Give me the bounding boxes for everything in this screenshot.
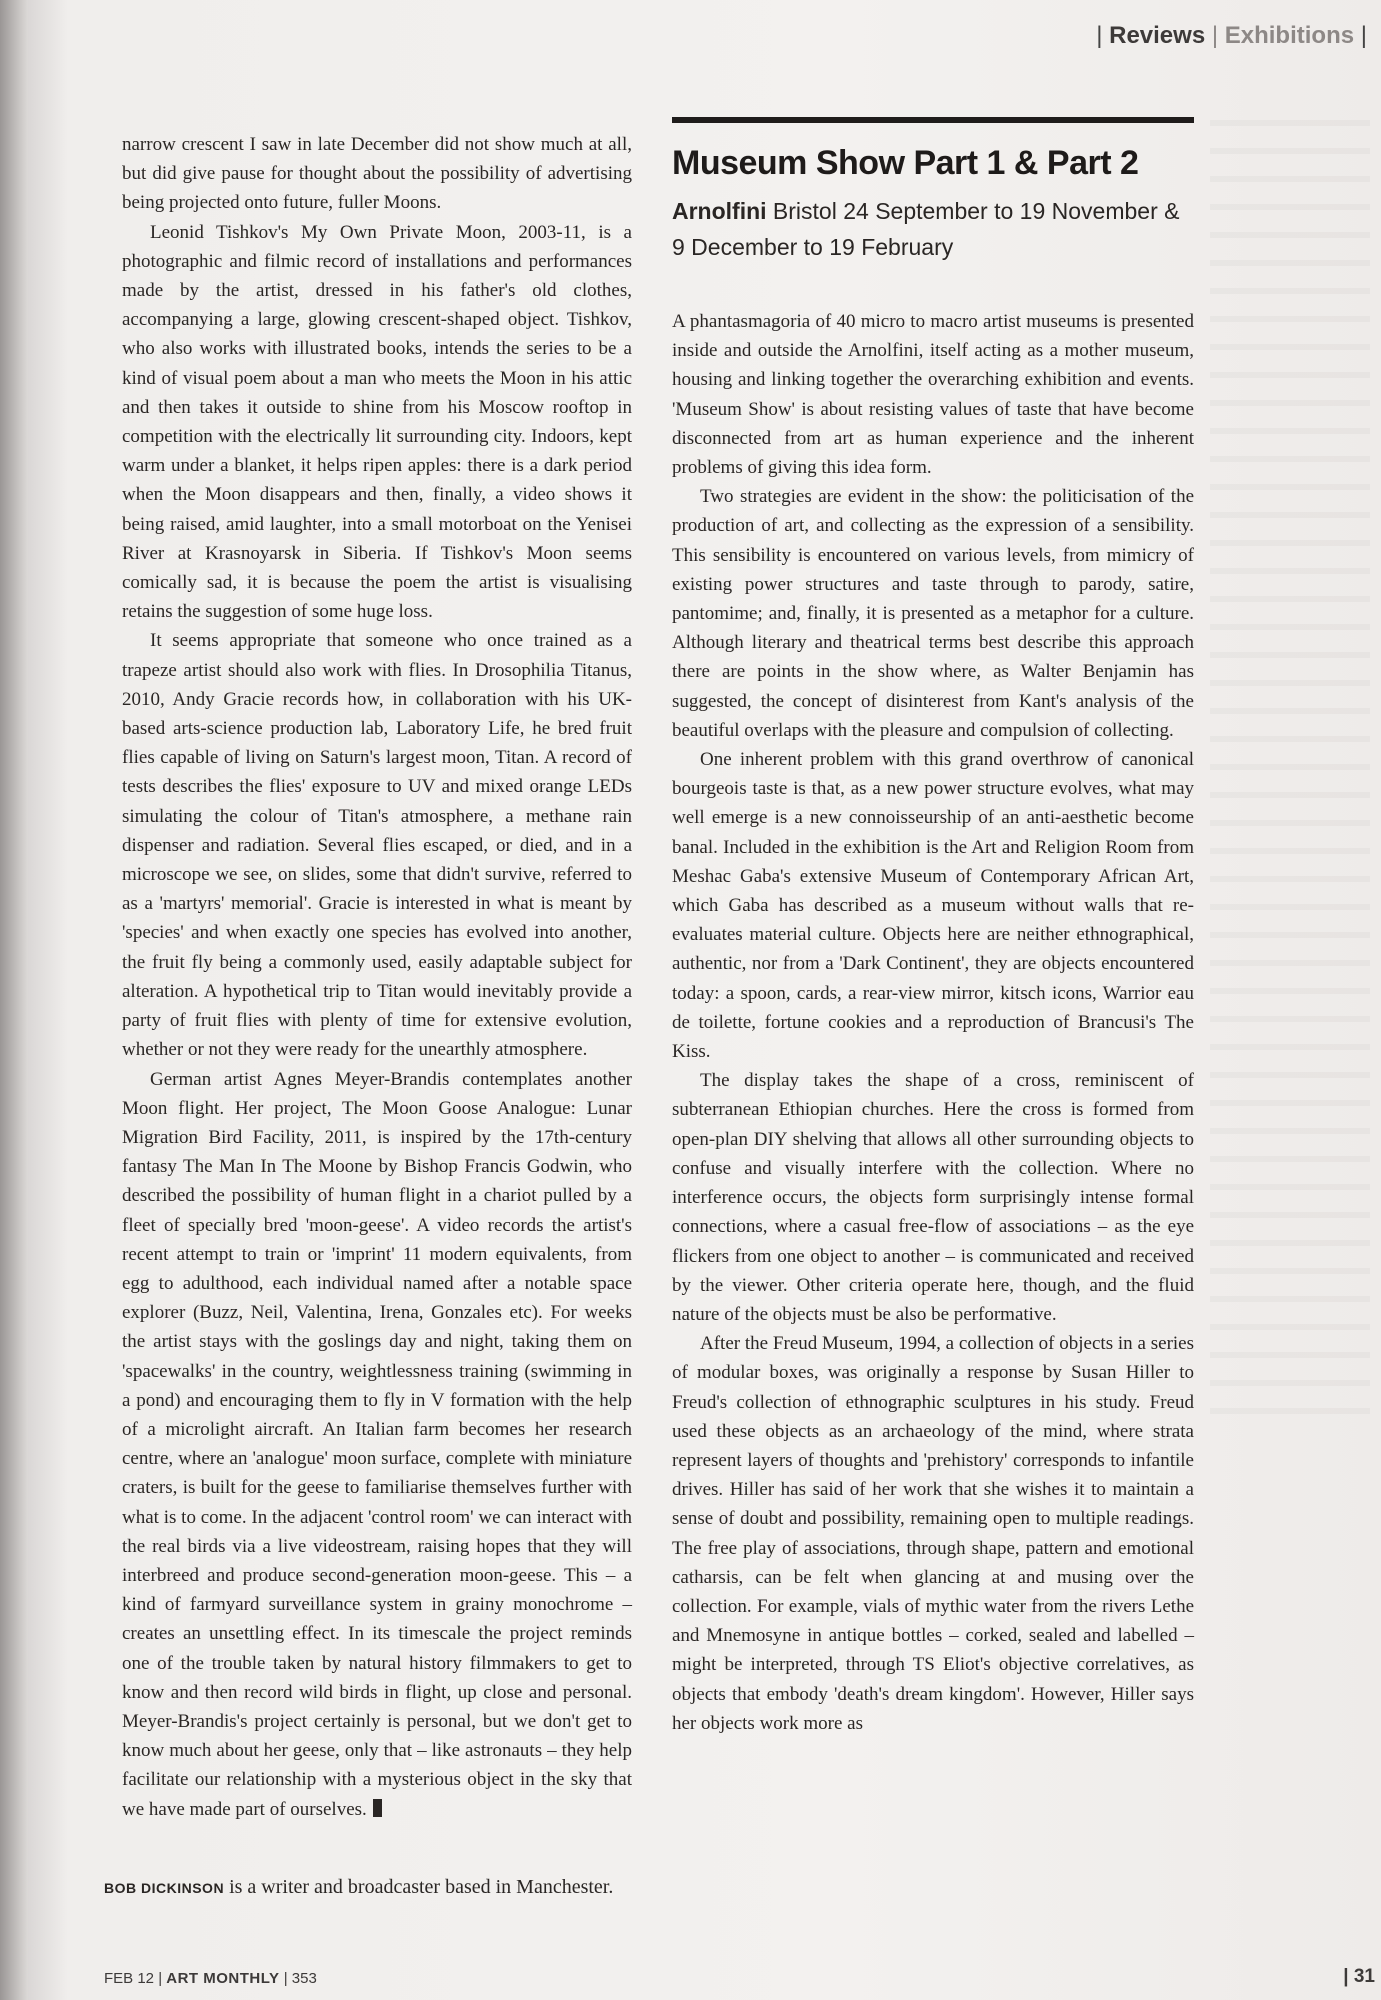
right-paragraph-5: After the Freud Museum, 1994, a collection of objects in a series of modular boxes, was originally a response by Susan Hiller to Freud's collection of ethnographic sculptures in his study. Freud used these objects as an archaeology of the mind, where strata represent layers of thoughts and 'prehistory' corresponds to infantile drives. Hiller has said of her work that she wishes it to maintain a sense of doubt and possibility, remaining open to multiple readings. The free play of associations, through shape, pattern and emotional catharsis, can be felt when glancing at and musing over the collection. For example, vials of mythic water from the rivers Lethe and Mnemosyne in antique bottles – corked, sealed and labelled – might be interpreted, through TS Eliot's objective correlatives, as objects that embody 'death's dream kingdom'. However, Hiller says her objects work more as: [672, 1333, 1194, 1734]
review-venue: Arnolfini: [672, 198, 767, 224]
review-title: Museum Show Part 1 & Part 2: [672, 144, 1139, 182]
review-venue-dates: [672, 193, 1194, 265]
left-paragraph-4: [122, 1065, 632, 1824]
show-through-text: [1210, 120, 1370, 1420]
left-paragraph-2: Leonid Tishkov's My Own Private Moon, 2003-11, is a photographic and filmic record of installations and performances made by the artist, dressed in his father's old clothes, accompanying a large, glowing crescent-shaped object. Tishkov, who also works with illustrated books, intends the series to be a kind of visual poem about a man who meets the Moon in his attic and then takes it outside to shine from his Moscow rooftop in competition with the electrically lit surrounding city. Indoors, kept warm under a blanket, it helps ripen apples: there is a dark period when the Moon disappears and then, finally, a video shows it being raised, amid laughter, into a small motorboat on the Yenisei River at Krasnoyarsk in Siberia. If Tishkov's Moon seems comically sad, it is because the poem the artist is visualising retains the suggestion of some huge loss.: [122, 221, 632, 623]
header-subsection: Exhibitions: [1224, 22, 1355, 49]
footer-number: 353: [291, 1970, 317, 1987]
footer-issue: FEB 12: [104, 1970, 155, 1987]
page-footer: FEB 12 | ART MONTHLY | 353: [104, 1970, 317, 1987]
right-paragraph-4: The display takes the shape of a cross, reminiscent of subterranean Ethiopian churches. Here the cross is formed from open-plan DIY shelving that allows all other surrounding objects to confuse and visually interfere with the collection. Where no interference occurs, the objects form surprisingly intense formal connections, where a casual free-flow of associations – as the eye flickers from one object to another – is communicated and received by the viewer. Other criteria operate here, though, and the fluid nature of the objects must be also be performative.: [672, 1070, 1194, 1325]
right-paragraph-1: A phantasmagoria of 40 micro to macro artist museums is presented inside and outside the Arnolfini, itself acting as a mother museum, housing and linking together the overarching exhibition and events. 'Museum Show' is about resisting values of taste that have become disconnected from art as human experience and the inherent problems of giving this idea form.: [672, 311, 1194, 479]
magazine-spine-shadow: [0, 0, 28, 2000]
title-rule: [672, 117, 1194, 123]
left-paragraph-3: It seems appropriate that someone who once trained as a trapeze artist should also work with flies. In Drosophilia Titanus, 2010, Andy Gracie records how, in collaboration with his UK-based arts-science production lab, Laboratory Life, he bred fruit flies capable of living on Saturn's largest moon, Titan. A record of tests describes the flies' exposure to UV and mixed orange LEDs simulating the colour of Titan's atmosphere, a methane rain dispenser and radiation. Several flies escaped, or died, and in a microscope we see, on slides, some that didn't survive, referred to as a 'martyrs' memorial'. Gracie is interested in what is meant by 'species' and when exactly one species has evolved into another, the fruit fly being a commonly used, easily adaptable subject for alteration. A hypothetical trip to Titan would inevitably provide a party of fruit flies with plenty of time for extensive evolution, whether or not they were ready for the unearthly atmosphere.: [122, 630, 632, 1061]
header-section: Reviews: [1109, 22, 1206, 49]
review-dates: Bristol 24 September to 19 November & 9 December to 19 February: [672, 198, 1180, 260]
end-of-article-mark: [373, 1799, 382, 1817]
left-paragraph-4-text: German artist Agnes Meyer-Brandis contemplates another Moon flight. Her project, The Moon Goose Analogue: Lunar Migration Bird Facility, 2011, is inspired by the 17th-century fantasy The Man In The Moone by Bishop Francis Godwin, who described the possibility of human flight in a chariot pulled by a fleet of specially bred 'moon-geese'. A video records the artist's recent attempt to train or 'imprint' 11 modern equivalents, from egg to adulthood, each individual named after a notable space explorer (Buzz, Neil, Valentina, Irena, Gonzales etc). For weeks the artist stays with the goslings day and night, taking them on 'spacewalks' in the country, weightlessness training (swimming in a pond) and encouraging them to fly in V formation with the help of a microlight aircraft. An Italian farm becomes her research centre, where an 'analogue' moon surface, complete with miniature craters, is built for the geese to familiarise themselves further with what is to come. In the adjacent 'control room' we can interact with the real birds via a live videostream, raising hopes that they will interbreed and produce second-generation moon-geese. This – a kind of farmyard surveillance system in grainy monochrome – creates an unsettling effect. In its timescale the project reminds one of the trouble taken by natural history filmmakers to get to know and then record wild birds in flight, up close and personal. Meyer-Brandis's project certainly is personal, but we don't get to know much about her geese, only that – like astronauts – they help facilitate our relationship with a mysterious object in the sky that we have made part of ourselves.: [122, 1068, 632, 1820]
right-paragraph-3: One inherent problem with this grand overthrow of canonical bourgeois taste is that, as a new power structure evolves, what may well emerge is a new connoisseurship of an anti-aesthetic become banal. Included in the exhibition is the Art and Religion Room from Meshac Gaba's extensive Museum of Contemporary African Art, which Gaba has described as a museum without walls that re-evaluates material culture. Objects here are neither ethnographical, authentic, nor from a 'Dark Continent', they are objects encountered today: a spoon, cards, a rear-view mirror, kitsch icons, Warrior eau de toilette, fortune cookies and a reproduction of Brancusi's The Kiss.: [672, 749, 1194, 1063]
footer-magazine: ART MONTHLY: [166, 1970, 280, 1987]
left-paragraph-1: narrow crescent I saw in late December did not show much at all, but did give pause for thought about the possibility of advertising being projected onto future, fuller Moons.: [122, 134, 632, 214]
author-bio-text: is a writer and broadcaster based in Manchester.: [224, 1876, 614, 1898]
right-paragraph-2: Two strategies are evident in the show: the politicisation of the production of art, and collecting as the expression of a sensibility. This sensibility is encountered on various levels, from mimicry of existing power structures and taste through to parody, satire, pantomime; and, finally, it is presented as a metaphor for a culture. Although literary and theatrical terms best describe this approach there are points in the show where, as Walter Benjamin has suggested, the concept of disinterest from Kant's analysis of the beautiful overlaps with the pleasure and compulsion of collecting.: [672, 486, 1194, 741]
page-number: | 31: [1343, 1966, 1375, 1987]
author-name: BOB DICKINSON: [104, 1880, 225, 1896]
right-column: [672, 117, 1194, 1738]
page-number-value: 31: [1353, 1966, 1375, 1987]
author-bio: [104, 1876, 613, 1899]
left-column: [122, 130, 632, 1824]
section-header: | Reviews | Exhibitions |: [1096, 22, 1367, 49]
